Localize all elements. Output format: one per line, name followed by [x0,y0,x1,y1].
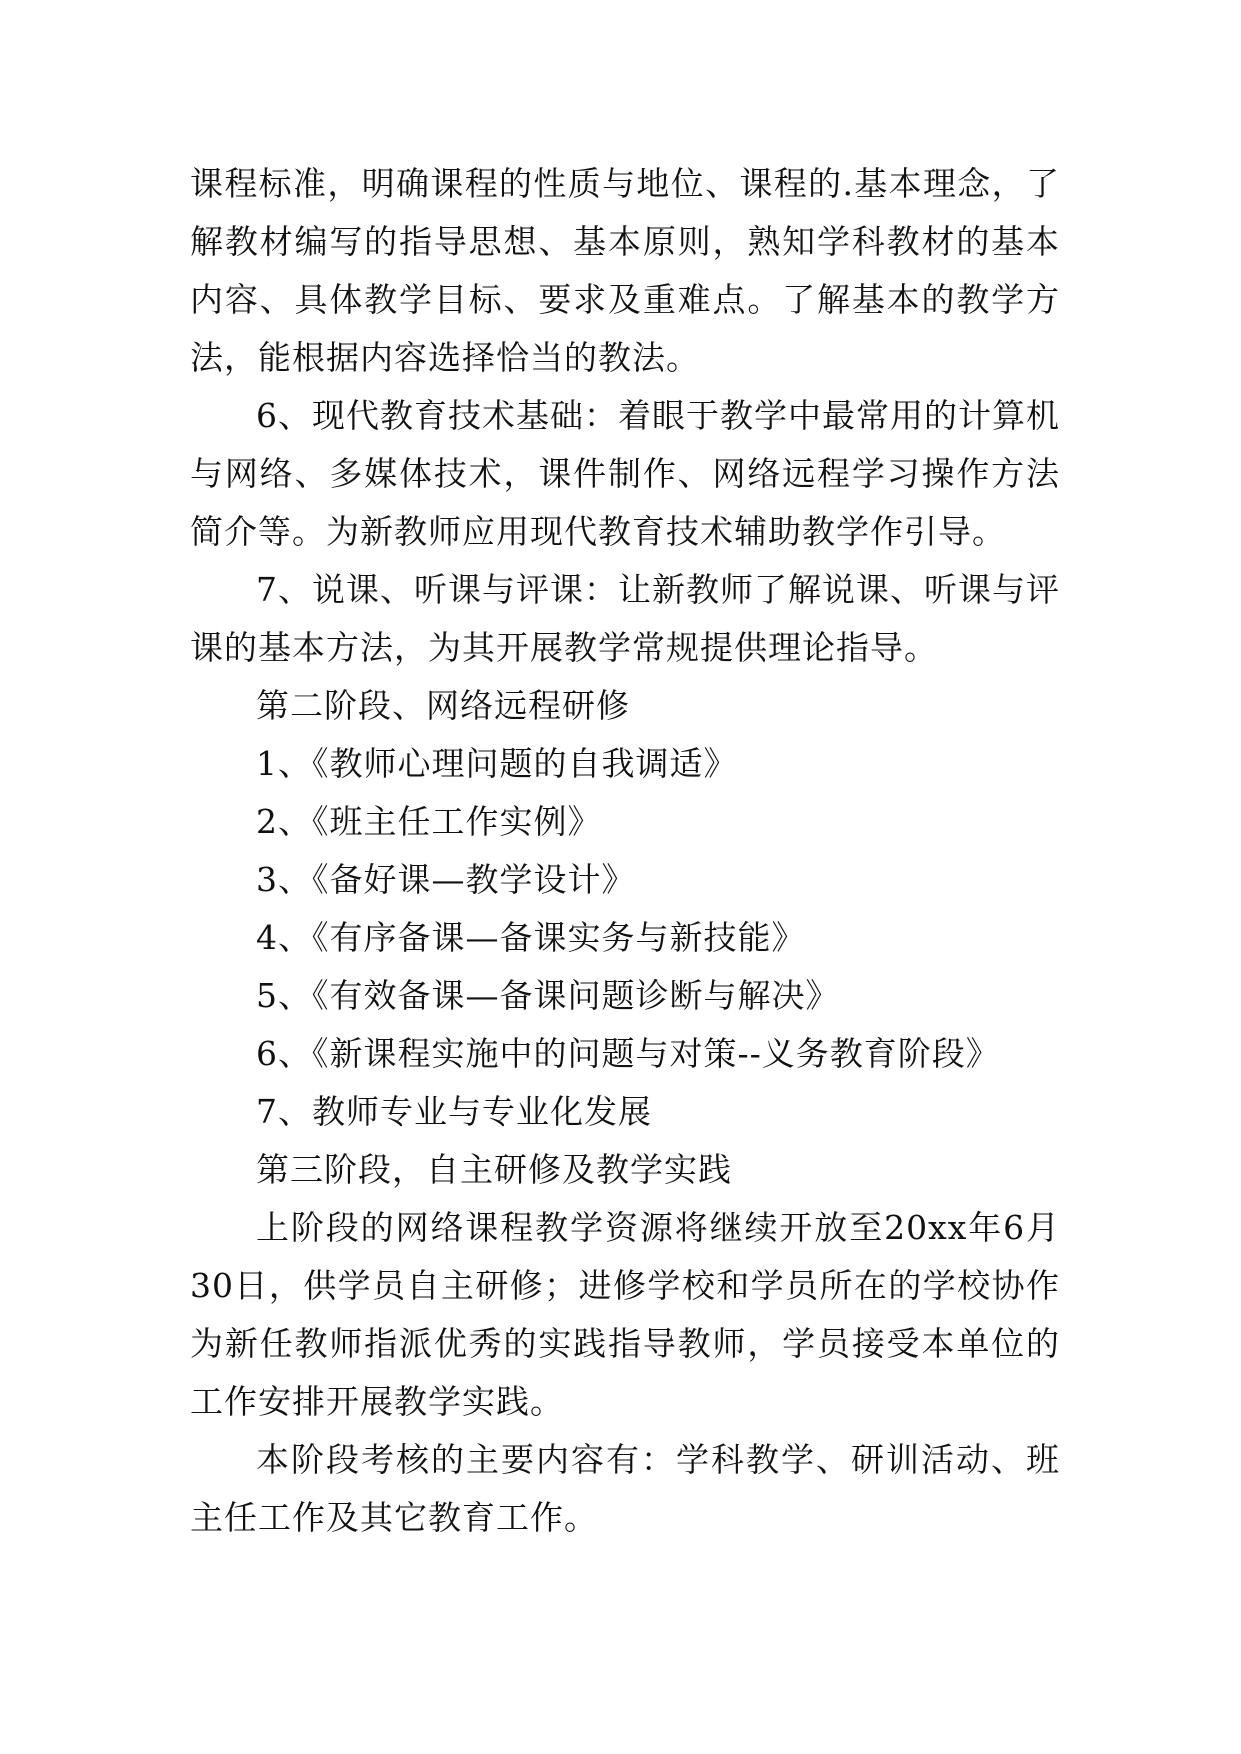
list-item-course-3: 3、《备好课—教学设计》 [256,860,636,899]
list-item-course-6: 6、《新课程实施中的问题与对策--义务教育阶段》 [256,1034,1000,1073]
paragraph-course-standards: 课程标准，明确课程的性质与地位、课程的.基本理念，了解教材编写的指导思想、基本原则，熟知学科教材的基本内容、具体教学目标、要求及重难点。了解基本的教学方法，能根据内容选择恰当的教法。 [190,164,1060,377]
heading-stage-three: 第三阶段，自主研修及教学实践 [256,1150,732,1189]
paragraph-self-study: 上阶段的网络课程教学资源将继续开放至20xx年6月30日，供学员自主研修；进修学校和学员所在的学校协作为新任教师指派优秀的实践指导教师，学员接受本单位的工作安排开展教学实践。 [190,1208,1060,1421]
list-item-course-1: 1、《教师心理问题的自我调适》 [256,744,738,783]
list-item-course-7: 7、教师专业与专业化发展 [256,1092,652,1131]
paragraph-lesson-evaluation: 7、说课、听课与评课：让新教师了解说课、听课与评课的基本方法，为其开展教学常规提供理论指导。 [190,570,1060,667]
heading-stage-two: 第二阶段、网络远程研修 [256,686,630,725]
paragraph-modern-edu-tech: 6、现代教育技术基础：着眼于教学中最常用的计算机与网络、多媒体技术，课件制作、网络远程学习操作方法简介等。为新教师应用现代教育技术辅助教学作引导。 [190,396,1060,551]
list-item-course-2: 2、《班主任工作实例》 [256,802,602,841]
list-item-course-4: 4、《有序备课—备课实务与新技能》 [256,918,806,957]
paragraph-assessment: 本阶段考核的主要内容有：学科教学、研训活动、班主任工作及其它教育工作。 [190,1440,1060,1537]
document-body [190,155,1060,1547]
list-item-course-5: 5、《有效备课—备课问题诊断与解决》 [256,976,840,1015]
